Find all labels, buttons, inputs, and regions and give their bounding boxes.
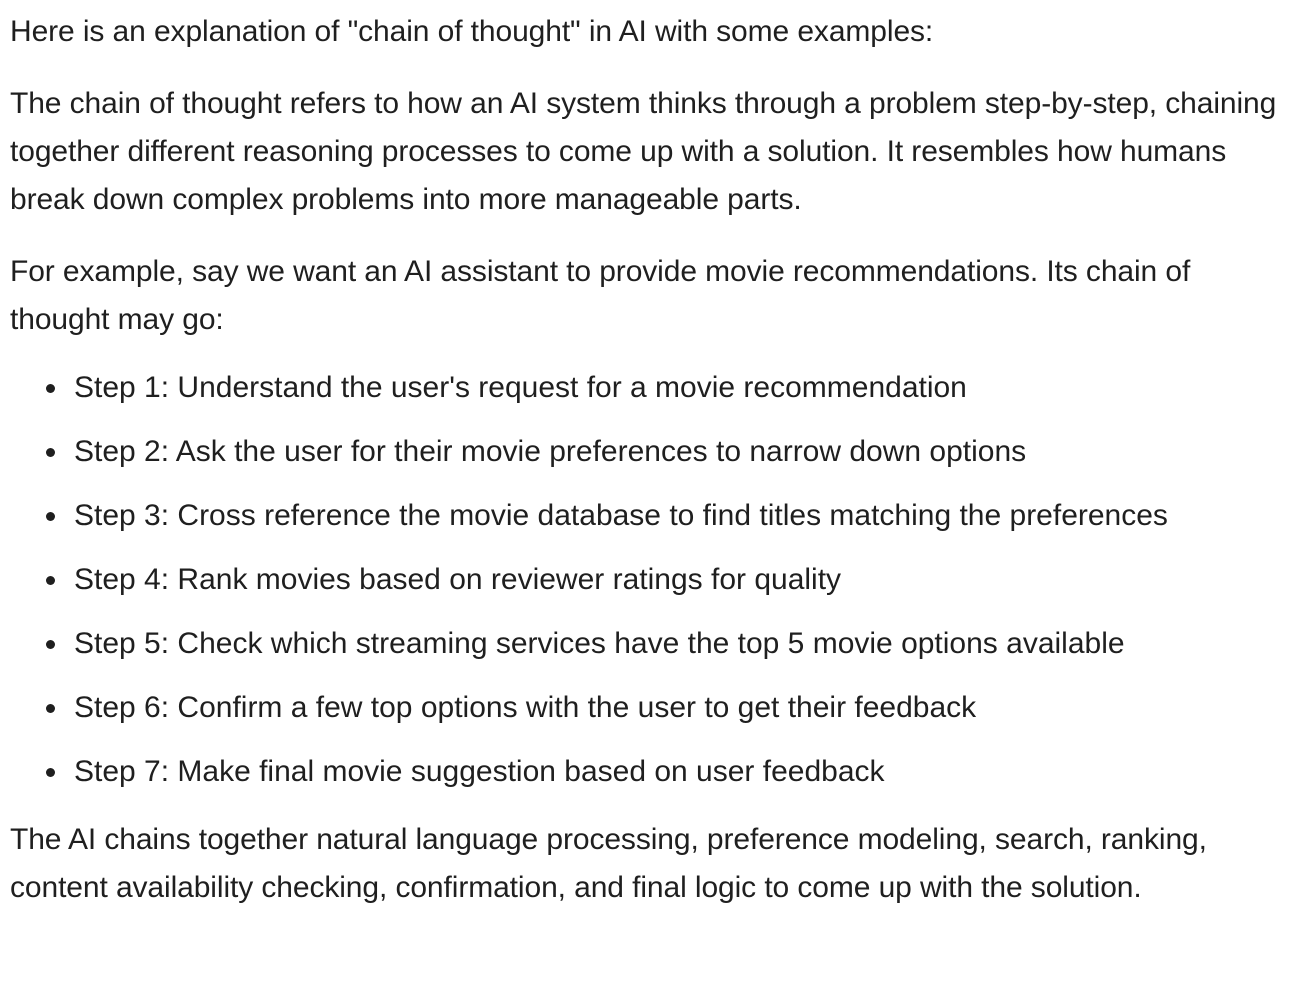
bullet-icon — [46, 704, 55, 713]
bullet-icon — [46, 576, 55, 585]
step-text: Step 4: Rank movies based on reviewer ratings for quality — [74, 563, 842, 596]
list-item — [10, 496, 1290, 536]
list-item — [10, 624, 1290, 664]
steps-list — [10, 368, 1290, 792]
step-text: Step 7: Make final movie suggestion based on user feedback — [74, 755, 885, 788]
list-item — [10, 688, 1290, 728]
list-item — [10, 432, 1290, 472]
bullet-icon — [46, 640, 55, 649]
bullet-icon — [46, 512, 55, 521]
list-item — [10, 752, 1290, 792]
bullet-icon — [46, 384, 55, 393]
step-text: Step 5: Check which streaming services have the top 5 movie options available — [74, 627, 1125, 660]
step-text: Step 1: Understand the user's request for a movie recommendation — [74, 371, 967, 404]
bullet-icon — [46, 448, 55, 457]
conclusion-paragraph: The AI chains together natural language processing, preference modeling, search, ranking, content availability checking, confirmation, and final logic to come up with the solution. — [10, 823, 1207, 904]
list-item — [10, 368, 1290, 408]
step-text: Step 6: Confirm a few top options with the user to get their feedback — [74, 691, 977, 724]
intro-paragraph: Here is an explanation of "chain of thought" in AI with some examples: — [10, 15, 934, 48]
bullet-icon — [46, 768, 55, 777]
step-text: Step 2: Ask the user for their movie preferences to narrow down options — [74, 435, 1027, 468]
definition-paragraph: The chain of thought refers to how an AI system thinks through a problem step-by-step, chaining together different reasoning processes to come up with a solution. It resembles how humans break down complex problems into more manageable parts. — [10, 87, 1277, 216]
list-item — [10, 560, 1290, 600]
example-paragraph: For example, say we want an AI assistant to provide movie recommendations. Its chain of thought may go: — [10, 255, 1191, 336]
step-text: Step 3: Cross reference the movie database to find titles matching the preferences — [74, 499, 1168, 532]
